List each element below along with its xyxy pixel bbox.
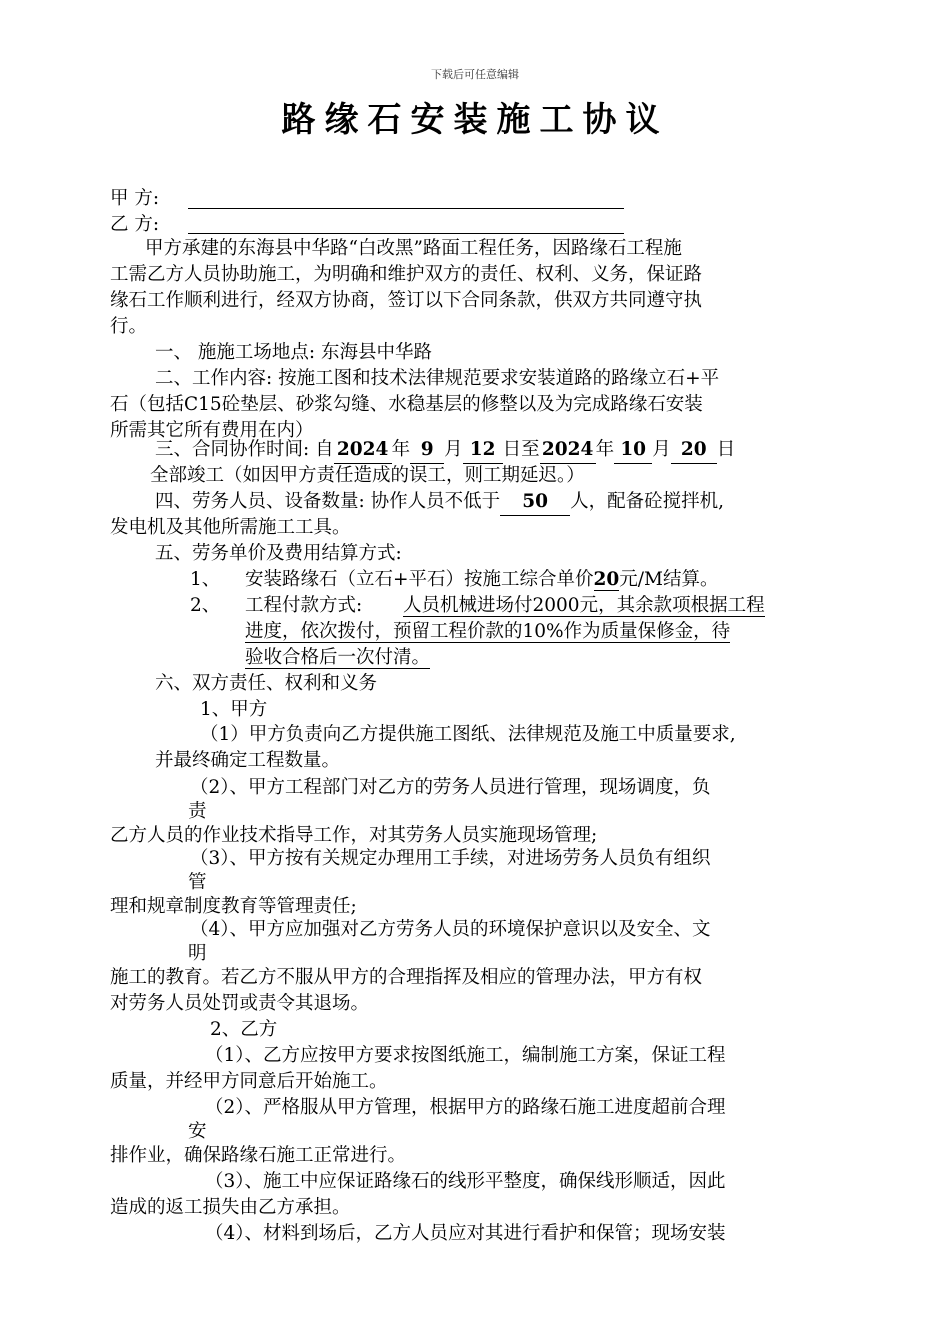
section-2-line-3: 所需其它所有费用在内） — [110, 420, 314, 441]
a3-line-3: 理和规章制度教育等管理责任; — [110, 896, 357, 917]
intro-line-1: 甲方承建的东海县中华路“白改黑”路面工程任务，因路缘石工程施 — [145, 238, 682, 259]
a4-line-3: 施工的教育。若乙方不服从甲方的合理指挥及相应的管理办法，甲方有权 — [110, 967, 703, 988]
year-char: 年 — [391, 439, 411, 460]
worker-count: 50 — [500, 489, 570, 516]
section-5-item-1-num: 1、 — [190, 569, 221, 590]
item-1-suffix: 元/M结算。 — [619, 569, 719, 590]
b3-line-1: （3）、施工中应保证路缘石的线形平整度，确保线形顺适，因此 — [205, 1171, 726, 1192]
b4-line-1: （4）、材料到场后，乙方人员应对其进行看护和保管；现场安装 — [205, 1223, 726, 1244]
a2-line-1: （2）、甲方工程部门对乙方的劳务人员进行管理，现场调度，负 — [190, 777, 711, 798]
a1-line-1: （1）甲方负责向乙方提供施工图纸、法律规范及施工中质量要求, — [200, 724, 736, 745]
section-3-prefix: 三、合同协作时间: 自 — [155, 439, 334, 460]
unit-price: 20 — [593, 569, 620, 590]
end-day: 20 — [671, 437, 717, 464]
section-2-line-2: 石（包括C15砼垫层、砂浆勾缝、水稳基层的修整以及为完成路缘石安装 — [110, 394, 703, 415]
section-3-line-1 — [155, 437, 735, 464]
section-4-suffix: 人，配备砼搅拌机, — [570, 491, 725, 512]
a3-line-1: （3）、甲方按有关规定办理用工手续，对进场劳务人员负有组织 — [190, 848, 711, 869]
intro-line-2: 工需乙方人员协助施工，为明确和维护双方的责任、权利、义务，保证路 — [110, 264, 703, 285]
month-char: 月 — [444, 439, 463, 460]
header-note: 下载后可任意编辑 — [431, 68, 519, 81]
payment-terms-text-1: 人员机械进场付2000元，其余款项根据工程 — [403, 595, 765, 616]
payment-terms-line-1 — [403, 593, 765, 619]
b1-line-2: 质量，并经甲方同意后开始施工。 — [110, 1071, 388, 1092]
payment-terms-line-2 — [245, 619, 730, 645]
a3-line-2: 管 — [188, 872, 207, 893]
a4-line-4: 对劳务人员处罚或责令其退场。 — [110, 993, 370, 1014]
a4-line-2: 明 — [188, 943, 207, 964]
a2-line-3: 乙方人员的作业技术指导工作，对其劳务人员实施现场管理; — [110, 825, 598, 846]
section-5-item-2-prefix: 工程付款方式: — [245, 595, 363, 616]
section-6-heading: 六、双方责任、权利和义务 — [155, 673, 378, 694]
a1-line-2: 并最终确定工程数量。 — [155, 750, 341, 771]
day-char: 日 — [716, 439, 736, 460]
section-1-location: 一、 施施工场地点: 东海县中华路 — [155, 342, 432, 363]
party-a-blank — [188, 208, 624, 209]
section-5-item-1 — [245, 567, 718, 593]
item-1-prefix: 安装路缘石（立石+平石）按施工综合单价 — [245, 569, 594, 590]
month-char-2: 月 — [652, 439, 671, 460]
section-4-line-1 — [155, 489, 724, 516]
b2-line-1: （2）、严格服从甲方管理，根据甲方的路缘石施工进度超前合理 — [205, 1097, 726, 1118]
section-5-item-2-num: 2、 — [190, 595, 221, 616]
intro-line-3: 缘石工作顺利进行，经双方协商，签订以下合同条款，供双方共同遵守执 — [110, 290, 703, 311]
b1-line-1: （1）、乙方应按甲方要求按图纸施工，编制施工方案，保证工程 — [205, 1045, 726, 1066]
start-month: 9 — [410, 437, 444, 464]
document-title: 路缘石安装施工协议 — [281, 100, 669, 140]
intro-line-4: 行。 — [110, 316, 148, 337]
end-month: 10 — [614, 437, 652, 464]
a2-line-2: 责 — [188, 801, 207, 822]
start-year: 2024 — [334, 437, 392, 464]
section-3-line-2: 全部竣工（如因甲方责任造成的误工，则工期延迟。） — [150, 465, 585, 486]
party-a-heading: 1、甲方 — [200, 699, 268, 720]
b3-line-2: 造成的返工损失由乙方承担。 — [110, 1197, 351, 1218]
end-year: 2024 — [540, 437, 596, 464]
party-b-label: 乙 方: — [110, 214, 160, 235]
payment-terms-text-2: 进度，依次拨付，预留工程价款的10%作为质量保修金，待 — [245, 621, 731, 642]
day-to: 日至 — [502, 439, 540, 460]
party-b-blank — [188, 233, 624, 234]
b2-line-2: 安 — [188, 1121, 207, 1142]
year-char-2: 年 — [595, 439, 615, 460]
payment-terms-line-3 — [245, 645, 430, 671]
party-b-heading: 2、乙方 — [210, 1019, 278, 1040]
section-4-prefix: 四、劳务人员、设备数量: 协作人员不低于 — [155, 491, 501, 512]
section-5-heading: 五、劳务单价及费用结算方式: — [155, 543, 402, 564]
a4-line-1: （4）、甲方应加强对乙方劳务人员的环境保护意识以及安全、文 — [190, 919, 711, 940]
payment-terms-text-3: 验收合格后一次付清。 — [245, 647, 431, 668]
start-day: 12 — [463, 437, 503, 464]
b2-line-3: 排作业，确保路缘石施工正常进行。 — [110, 1145, 407, 1166]
section-2-line-1: 二、工作内容: 按施工图和技术法律规范要求安装道路的路缘立石+平 — [155, 368, 720, 389]
party-a-label: 甲 方: — [110, 188, 160, 209]
section-4-line-2: 发电机及其他所需施工工具。 — [110, 517, 351, 538]
